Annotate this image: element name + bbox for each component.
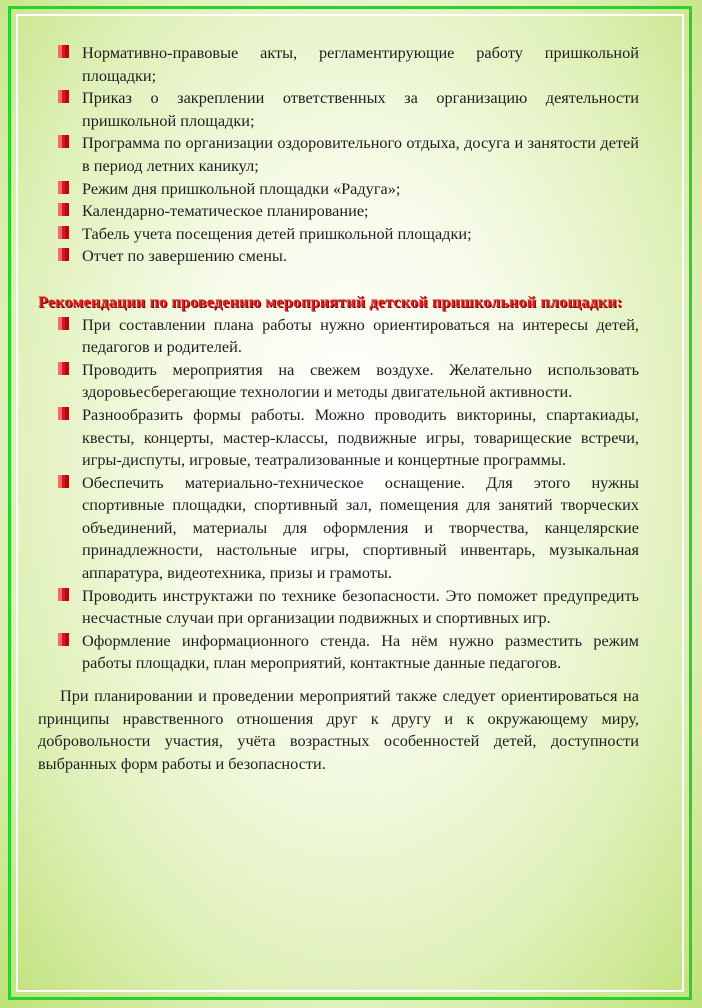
list-item-text: Приказ о закреплении ответственных за организацию деятельности пришкольной площадки;	[82, 88, 639, 130]
list-item-text: При составлении плана работы нужно ориентироваться на интересы детей, педагогов и родителей.	[82, 314, 639, 357]
red-square-bullet-icon	[57, 135, 71, 149]
red-square-bullet-icon	[57, 407, 71, 421]
red-square-bullet-icon	[57, 226, 71, 240]
red-square-bullet-icon	[57, 362, 71, 376]
list-item	[38, 630, 639, 675]
list-item	[38, 178, 639, 201]
red-square-bullet-icon	[57, 45, 71, 59]
red-square-bullet-icon	[57, 90, 71, 104]
red-square-bullet-icon	[57, 181, 71, 195]
red-square-bullet-icon	[57, 633, 71, 647]
list-item-text: Нормативно-правовые акты, регламентирующие работу пришкольной площадки;	[82, 43, 639, 85]
recommendations-heading: Рекомендации по проведению мероприятий детской пришкольной площадки:	[38, 291, 623, 311]
list-item-text: Разнообразить формы работы. Можно проводить викторины, спартакиады, квесты, концерты, мастер-классы, подвижные игры, товарищеские встречи, игры-диспуты, игровые, театрализованные и концертные программы.	[82, 404, 639, 470]
list-item	[38, 245, 639, 268]
list-item-text: Режим дня пришкольной площадки «Радуга»;	[82, 178, 401, 198]
list-item	[38, 200, 639, 223]
red-square-bullet-icon	[57, 317, 71, 331]
list-item-text: Программа по организации оздоровительного отдыха, досуга и занятости детей в период летних каникул;	[82, 133, 639, 175]
red-square-bullet-icon	[57, 475, 71, 489]
list-item	[38, 404, 639, 472]
list-item-text: Отчет по завершению смены.	[82, 246, 287, 266]
list-item-text: Проводить мероприятия на свежем воздухе. Желательно использовать здоровьесберегающие технологии и методы двигательной активности.	[82, 359, 639, 402]
list-item	[38, 359, 639, 404]
red-square-bullet-icon	[57, 588, 71, 602]
list-item-text: Табель учета посещения детей пришкольной площадки;	[82, 223, 472, 243]
red-square-bullet-icon	[57, 203, 71, 217]
closing-paragraph: При планировании и проведении мероприятий также следует ориентироваться на принципы нравственного отношения друг к другу и к окружающему миру, добровольности участия, учёта возрастных особенностей детей, доступности выбранных форм работы и безопасности.	[38, 686, 639, 773]
list-item	[38, 42, 639, 87]
list-item	[38, 132, 639, 177]
documents-list	[38, 42, 639, 268]
list-item-text: Календарно-тематическое планирование;	[82, 201, 369, 221]
list-item-text: Обеспечить материально-техническое оснащение. Для этого нужны спортивные площадки, спортивный зал, помещения для занятий творческих объединений, материалы для оформления и творчества, канцелярские принадлежности, настольные игры, спортивный инвентарь, музыкальная аппаратура, видеотехника, призы и грамоты.	[82, 472, 639, 583]
red-square-bullet-icon	[57, 248, 71, 262]
recommendations-list	[38, 314, 639, 676]
list-item-text: Проводить инструктажи по технике безопасности. Это поможет предупредить несчастные случаи при организации подвижных и спортивных игр.	[82, 585, 639, 628]
list-item	[38, 585, 639, 630]
list-item-text: Оформление информационного стенда. На нём нужно разместить режим работы площадки, план мероприятий, контактные данные педагогов.	[82, 630, 639, 673]
list-item	[38, 472, 639, 585]
list-item	[38, 87, 639, 132]
list-item	[38, 223, 639, 246]
list-item	[38, 314, 639, 359]
document-body	[38, 42, 639, 775]
